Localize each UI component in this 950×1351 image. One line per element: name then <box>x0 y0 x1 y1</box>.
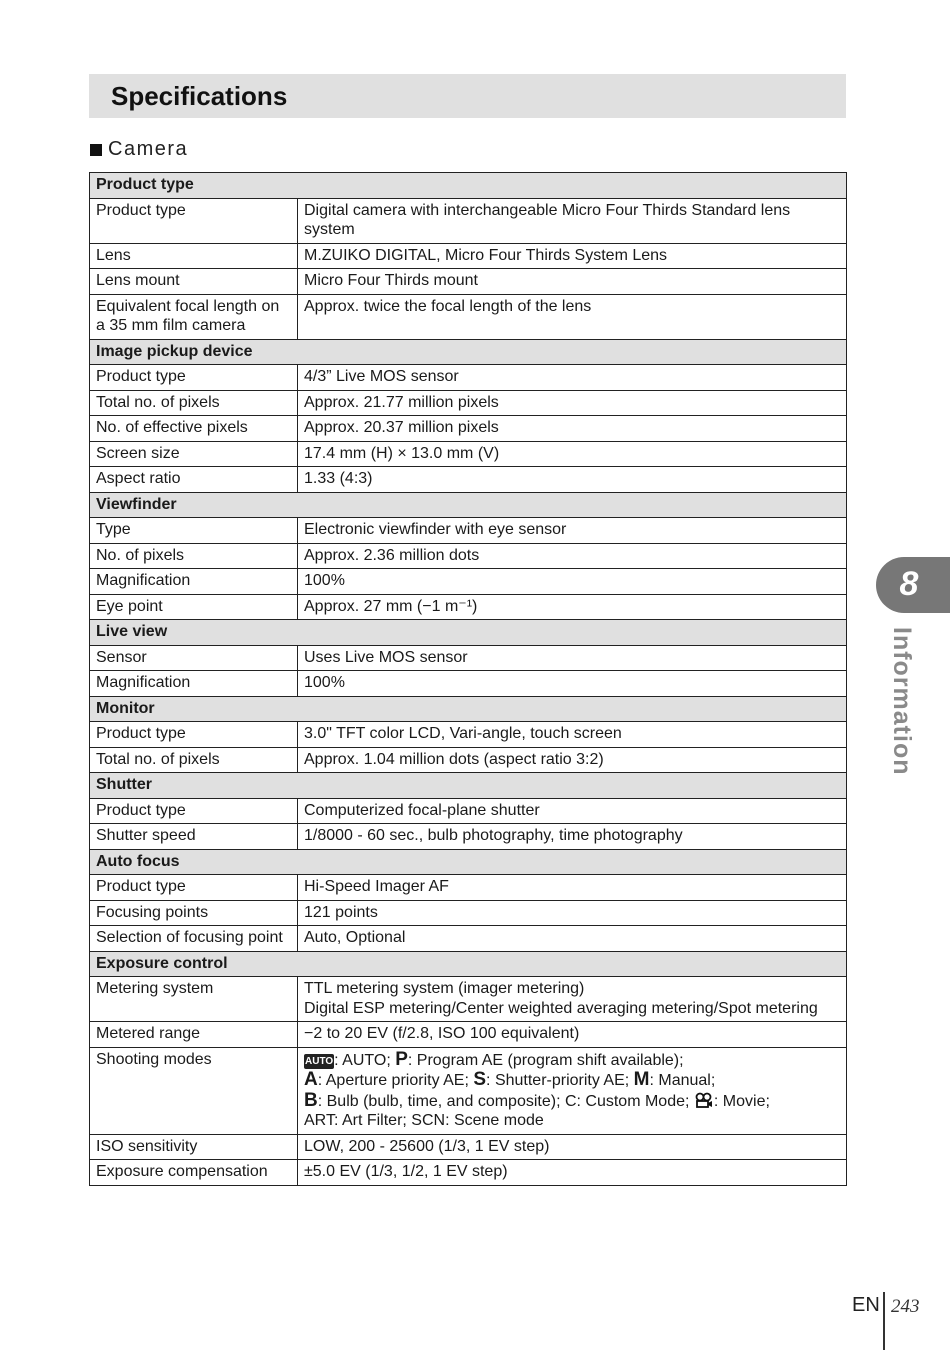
title-bar <box>89 74 846 118</box>
spec-label: Product type <box>90 722 298 748</box>
spec-value: 100% <box>298 671 847 697</box>
group-heading: Viewfinder <box>90 492 847 518</box>
table-row <box>90 518 847 544</box>
mode-text: : Shutter-priority AE; <box>486 1072 634 1089</box>
spec-value: Hi-Speed Imager AF <box>298 875 847 901</box>
b-mode-icon: B <box>304 1089 318 1111</box>
spec-label: Metered range <box>90 1022 298 1048</box>
spec-label: Exposure compensation <box>90 1160 298 1186</box>
spec-value: Auto, Optional <box>298 926 847 952</box>
table-row <box>90 569 847 595</box>
table-row <box>90 594 847 620</box>
spec-value: ±5.0 EV (1/3, 1/2, 1 EV step) <box>298 1160 847 1186</box>
spec-label: Total no. of pixels <box>90 747 298 773</box>
table-row <box>90 543 847 569</box>
mode-text: : Movie; <box>713 1092 770 1110</box>
table-row <box>90 722 847 748</box>
table-row <box>90 645 847 671</box>
chapter-tab <box>876 557 950 613</box>
chapter-label-wrap <box>882 627 922 776</box>
mode-text: : AUTO; <box>334 1051 396 1069</box>
chapter-number: 8 <box>899 565 919 603</box>
spec-label: Product type <box>90 875 298 901</box>
group-heading: Shutter <box>90 773 847 799</box>
spec-label: Shutter speed <box>90 824 298 850</box>
bullet-square-icon <box>90 144 102 156</box>
table-row <box>90 365 847 391</box>
spec-value: 121 points <box>298 900 847 926</box>
section-heading <box>90 138 188 161</box>
spec-label: Shooting modes <box>90 1047 298 1134</box>
group-header-row <box>90 620 847 646</box>
spec-value: Approx. 20.37 million pixels <box>298 416 847 442</box>
spec-value: Approx. 2.36 million dots <box>298 543 847 569</box>
p-mode-icon: P <box>395 1048 408 1070</box>
mode-text: : Program AE (program shift available); <box>407 1051 684 1069</box>
table-row <box>90 198 847 243</box>
group-header-row <box>90 773 847 799</box>
table-row <box>90 294 847 339</box>
spec-label: ISO sensitivity <box>90 1134 298 1160</box>
spec-value: 3.0" TFT color LCD, Vari-angle, touch screen <box>298 722 847 748</box>
spec-label: Product type <box>90 798 298 824</box>
group-header-row <box>90 951 847 977</box>
spec-value: 17.4 mm (H) × 13.0 mm (V) <box>298 441 847 467</box>
table-row <box>90 416 847 442</box>
table-row <box>90 467 847 493</box>
spec-value <box>298 977 847 1022</box>
table-row <box>90 390 847 416</box>
spec-label: Lens <box>90 243 298 269</box>
group-heading: Product type <box>90 173 847 199</box>
spec-label: Equivalent focal length on a 35 mm film camera <box>90 294 298 339</box>
spec-label: Screen size <box>90 441 298 467</box>
spec-value: M.ZUIKO DIGITAL, Micro Four Thirds System Lens <box>298 243 847 269</box>
spec-value: Approx. 1.04 million dots (aspect ratio 3:2) <box>298 747 847 773</box>
language-label: EN <box>852 1294 880 1316</box>
a-mode-icon: A <box>304 1069 318 1090</box>
spec-value: Uses Live MOS sensor <box>298 645 847 671</box>
page-title: Specifications <box>111 80 288 111</box>
spec-value: Approx. twice the focal length of the lens <box>298 294 847 339</box>
spec-label: Sensor <box>90 645 298 671</box>
spec-value: Approx. 21.77 million pixels <box>298 390 847 416</box>
spec-value: 4/3” Live MOS sensor <box>298 365 847 391</box>
table-row <box>90 1160 847 1186</box>
group-header-row <box>90 696 847 722</box>
spec-label: Selection of focusing point <box>90 926 298 952</box>
spec-label: Aspect ratio <box>90 467 298 493</box>
table-row <box>90 798 847 824</box>
table-row <box>90 243 847 269</box>
spec-label: Magnification <box>90 569 298 595</box>
footer-divider <box>883 1292 885 1350</box>
table-row <box>90 1047 847 1134</box>
s-mode-icon: S <box>473 1069 487 1090</box>
spec-value <box>298 1047 847 1134</box>
table-row <box>90 671 847 697</box>
mode-text: : Manual; <box>649 1072 716 1089</box>
spec-label: Product type <box>90 365 298 391</box>
spec-value: −2 to 20 EV (f/2.8, ISO 100 equivalent) <box>298 1022 847 1048</box>
group-header-row <box>90 849 847 875</box>
modes-line: ART: Art Filter; SCN: Scene mode <box>304 1112 544 1129</box>
spec-label: Eye point <box>90 594 298 620</box>
metering-line: Digital ESP metering/Center weighted averaging metering/Spot metering <box>304 999 818 1017</box>
auto-mode-icon: AUTO <box>305 1055 334 1067</box>
group-heading: Image pickup device <box>90 339 847 365</box>
table-row <box>90 977 847 1022</box>
mode-text: : Bulb (bulb, time, and composite); C: Custom Mode; <box>317 1092 694 1110</box>
spec-label: No. of effective pixels <box>90 416 298 442</box>
spec-value: Electronic viewfinder with eye sensor <box>298 518 847 544</box>
spec-value: LOW, 200 - 25600 (1/3, 1 EV step) <box>298 1134 847 1160</box>
spec-table <box>89 172 847 1186</box>
group-header-row <box>90 492 847 518</box>
mode-text: : Aperture priority AE; <box>317 1072 474 1089</box>
group-heading: Monitor <box>90 696 847 722</box>
spec-value: Approx. 27 mm (−1 m⁻¹) <box>298 594 847 620</box>
spec-label: Product type <box>90 198 298 243</box>
spec-label: Magnification <box>90 671 298 697</box>
table-row <box>90 747 847 773</box>
spec-label: Focusing points <box>90 900 298 926</box>
modes-line <box>304 1091 840 1112</box>
group-heading: Exposure control <box>90 951 847 977</box>
spec-label: No. of pixels <box>90 543 298 569</box>
spec-value: Digital camera with interchangeable Micro Four Thirds Standard lens system <box>298 198 847 243</box>
group-header-row <box>90 173 847 199</box>
spec-label: Total no. of pixels <box>90 390 298 416</box>
group-heading: Auto focus <box>90 849 847 875</box>
table-row <box>90 900 847 926</box>
spec-value: 1/8000 - 60 sec., bulb photography, time photography <box>298 824 847 850</box>
table-row <box>90 1134 847 1160</box>
metering-line: TTL metering system (imager metering) <box>304 980 585 997</box>
page-number: 243 <box>891 1296 920 1317</box>
movie-camera-icon <box>694 1091 714 1110</box>
table-row <box>90 926 847 952</box>
table-row <box>90 1022 847 1048</box>
spec-label: Metering system <box>90 977 298 1022</box>
section-title: Camera <box>108 138 189 160</box>
spec-value: Micro Four Thirds mount <box>298 269 847 295</box>
table-row <box>90 875 847 901</box>
group-heading: Live view <box>90 620 847 646</box>
spec-value: 100% <box>298 569 847 595</box>
modes-line <box>304 1070 840 1091</box>
m-mode-icon: M <box>633 1069 650 1090</box>
table-row <box>90 441 847 467</box>
chapter-label: Information <box>888 627 916 776</box>
modes-line <box>304 1050 840 1071</box>
group-header-row <box>90 339 847 365</box>
spec-value: 1.33 (4:3) <box>298 467 847 493</box>
table-row <box>90 269 847 295</box>
spec-label: Lens mount <box>90 269 298 295</box>
spec-value: Computerized focal-plane shutter <box>298 798 847 824</box>
table-row <box>90 824 847 850</box>
spec-label: Type <box>90 518 298 544</box>
